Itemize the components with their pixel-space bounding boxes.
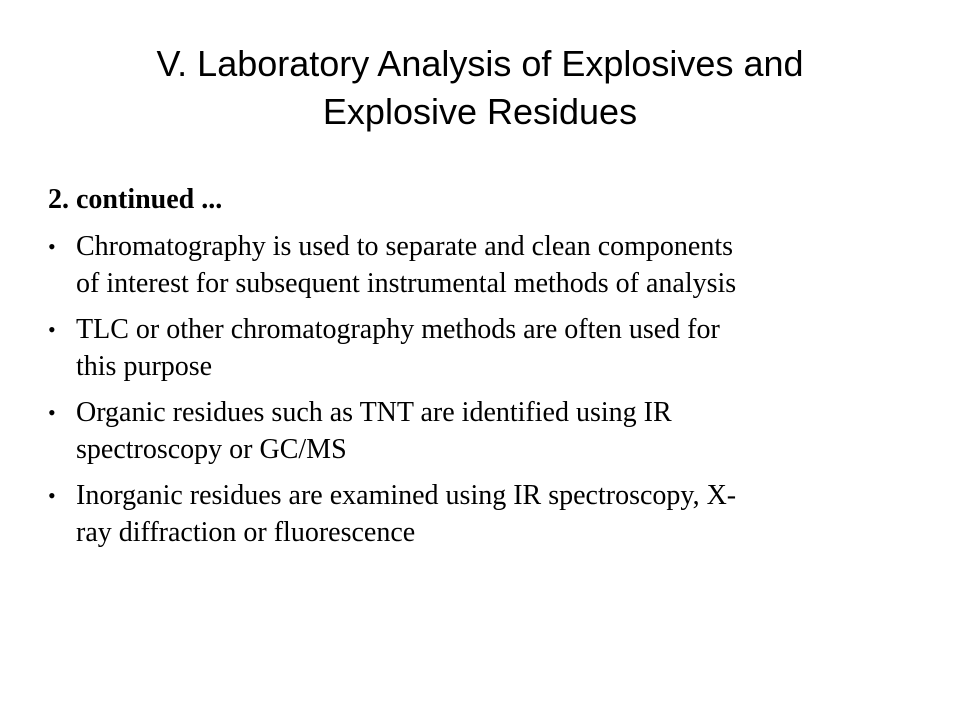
bullet-line: Inorganic residues are examined using IR spectroscopy, X- <box>76 480 737 511</box>
bullet-item <box>48 477 908 551</box>
bullet-line: spectroscopy or GC/MS <box>76 434 347 465</box>
bullet-dot-icon: • <box>48 317 56 342</box>
subheading: 2. continued ... <box>48 184 223 215</box>
bullet-text <box>76 397 672 465</box>
bullet-line: TLC or other chromatography methods are often used for <box>76 314 720 345</box>
bullet-line: this purpose <box>76 351 213 382</box>
bullet-line: ray diffraction or fluorescence <box>76 517 416 548</box>
title-line: V. Laboratory Analysis of Explosives and <box>156 43 804 84</box>
bullet-text <box>76 231 736 299</box>
bullet-dot-icon: • <box>48 400 56 425</box>
bullet-line: of interest for subsequent instrumental methods of analysis <box>76 268 737 299</box>
slide-title <box>60 40 900 136</box>
bullet-item <box>48 311 908 385</box>
bullet-dot-icon: • <box>48 483 56 508</box>
bullet-item <box>48 228 908 302</box>
bullet-line: Chromatography is used to separate and clean components <box>76 231 734 262</box>
bullet-text <box>76 480 736 548</box>
bullet-item <box>48 394 908 468</box>
bullet-list <box>48 228 908 551</box>
title-line: Explosive Residues <box>322 91 638 132</box>
bullet-text <box>76 314 720 382</box>
slide-body <box>48 181 908 560</box>
bullet-dot-icon: • <box>48 234 56 259</box>
bullet-line: Organic residues such as TNT are identified using IR <box>76 397 672 428</box>
